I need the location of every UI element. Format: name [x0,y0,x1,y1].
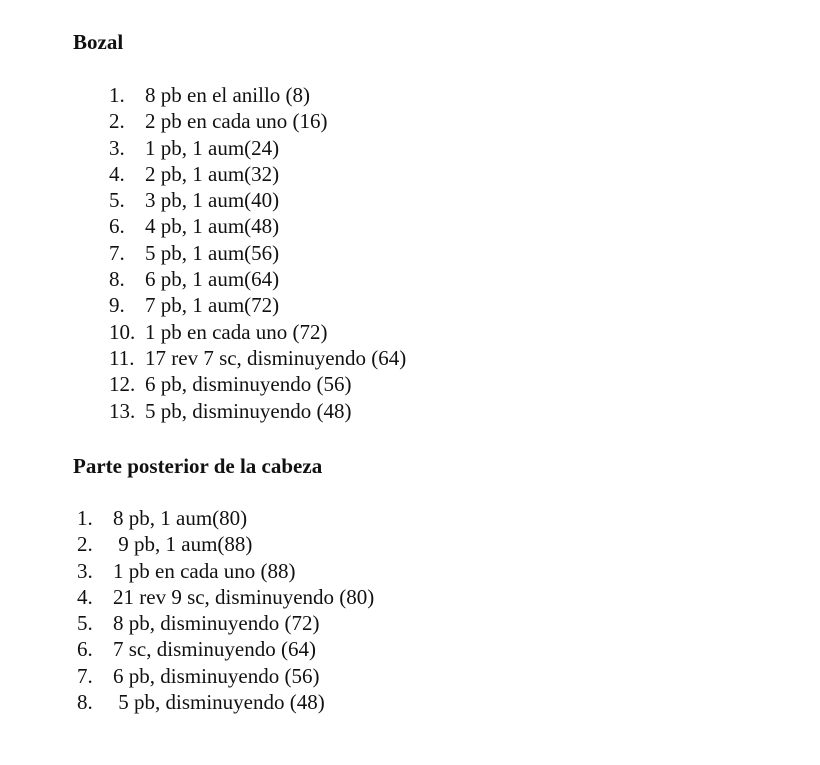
list-item-text: 2 pb, 1 aum(32) [145,161,280,186]
list-item-number: 1. [109,83,125,107]
list-item-number: 6. [77,637,93,662]
list-item [77,636,374,662]
parte-posterior-steps-list [77,505,374,715]
list-item [77,558,374,584]
list-item-number: 2. [109,109,125,134]
list-item-number: 9. [109,293,125,318]
list-item [109,266,406,292]
list-item [109,292,406,318]
list-item-text: 8 pb en el anillo (8) [145,83,311,107]
list-item [77,531,374,557]
list-item [109,398,406,424]
list-item [109,82,406,108]
list-item [109,240,406,266]
list-item [77,689,374,715]
list-item [77,584,374,610]
list-item-text: 7 sc, disminuyendo (64) [113,637,316,662]
list-item-text: 1 pb en cada uno (72) [145,319,328,344]
list-item-text: 6 pb, disminuyendo (56) [113,663,320,688]
list-item [77,610,374,636]
list-item-number: 3. [109,135,125,160]
list-item [109,161,406,187]
list-item-number: 7. [77,663,93,688]
list-item-number: 12. [109,372,136,397]
list-item-text: 9 pb, 1 aum(88) [113,532,253,557]
list-item-text: 6 pb, 1 aum(64) [145,267,280,292]
list-item [109,345,406,371]
list-item-number: 11. [109,345,135,370]
list-item-text: 8 pb, disminuyendo (72) [113,611,320,636]
list-item-number: 13. [109,398,136,423]
list-item [109,187,406,213]
list-item [109,108,406,134]
bozal-steps-list [109,82,406,424]
list-item-text: 2 pb en cada uno (16) [145,109,328,134]
list-item-number: 1. [77,506,93,530]
list-item-number: 5. [109,188,125,213]
list-item-text: 8 pb, 1 aum(80) [113,506,248,530]
list-item [77,505,374,531]
list-item-text: 7 pb, 1 aum(72) [145,293,280,318]
list-item-number: 10. [109,319,136,344]
list-item-number: 4. [109,161,125,186]
section-heading-parte-posterior: Parte posterior de la cabeza [73,454,323,478]
list-item-number: 6. [109,214,125,239]
list-item-number: 8. [77,690,93,715]
list-item [109,213,406,239]
list-item-number: 4. [77,584,93,609]
list-item-number: 2. [77,532,93,557]
list-item-text: 6 pb, disminuyendo (56) [145,372,352,397]
list-item-text: 17 rev 7 sc, disminuyendo (64) [145,345,407,370]
list-item-text: 4 pb, 1 aum(48) [145,214,280,239]
list-item-number: 3. [77,558,93,583]
list-item-number: 7. [109,240,125,265]
list-item [109,319,406,345]
list-item-text: 5 pb, disminuyendo (48) [113,690,325,715]
list-item [109,135,406,161]
list-item-text: 3 pb, 1 aum(40) [145,188,280,213]
list-item-text: 21 rev 9 sc, disminuyendo (80) [113,584,375,609]
list-item-number: 8. [109,267,125,292]
list-item-number: 5. [77,611,93,636]
list-item-text: 5 pb, 1 aum(56) [145,240,280,265]
list-item [77,663,374,689]
section-heading-bozal: Bozal [73,30,124,54]
list-item [109,371,406,397]
list-item-text: 5 pb, disminuyendo (48) [145,398,352,423]
list-item-text: 1 pb en cada uno (88) [113,558,296,583]
list-item-text: 1 pb, 1 aum(24) [145,135,280,160]
